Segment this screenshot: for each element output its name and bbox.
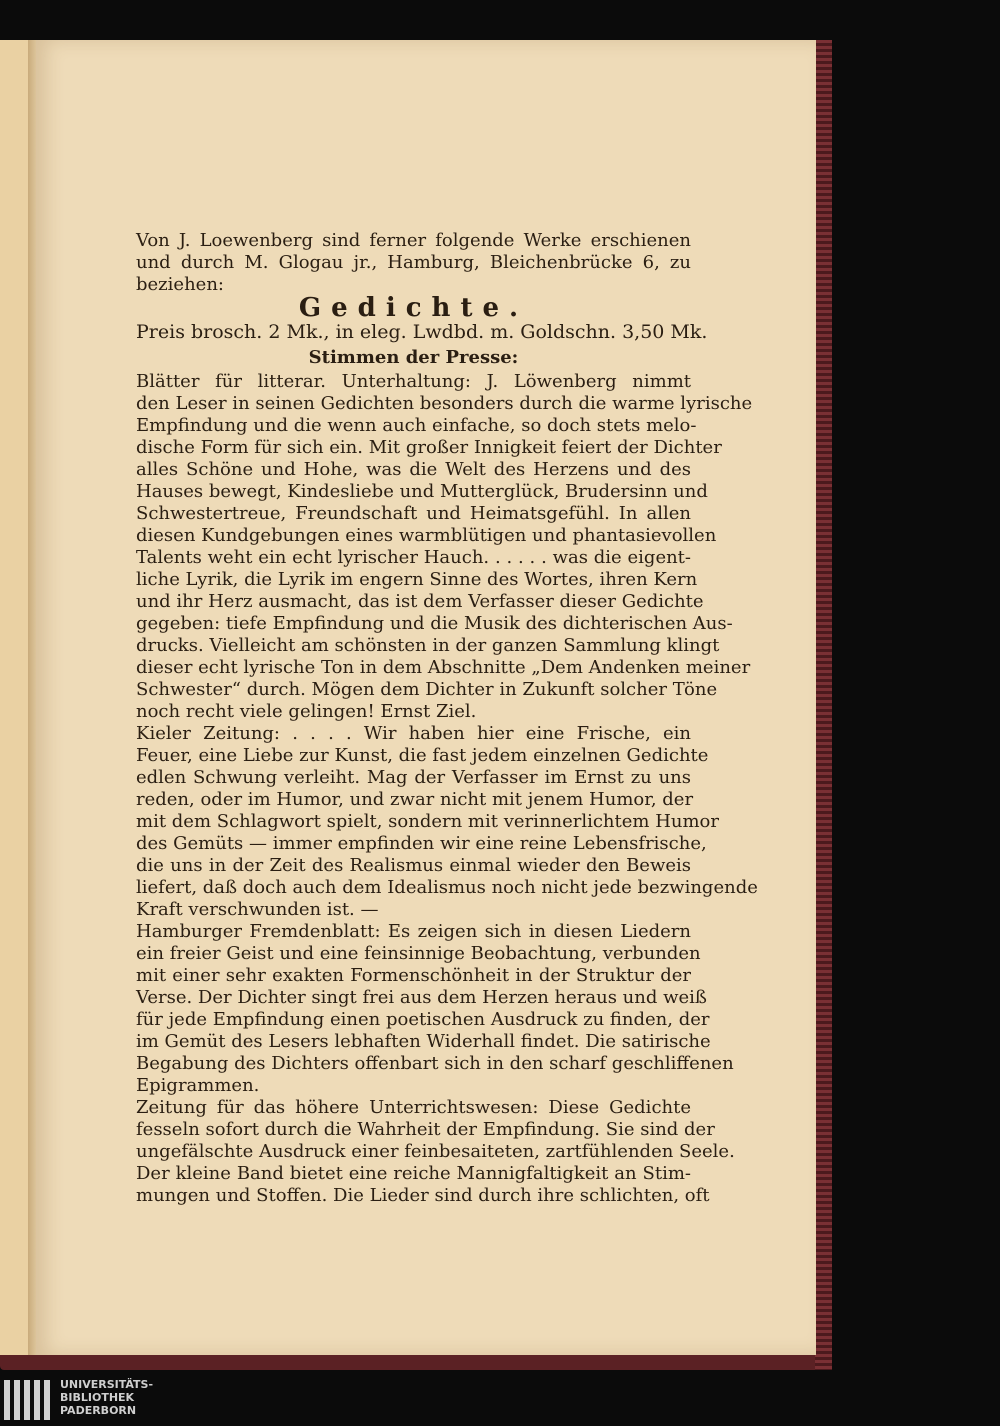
review-line: Feuer, eine Liebe zur Kunst, die fast jedem einzelnen Gedichte bbox=[136, 745, 709, 766]
review-line: Der kleine Band bietet eine reiche Mannigfaltigkeit an Stim- bbox=[136, 1163, 691, 1184]
review-line: mungen und Stoffen. Die Lieder sind durch ihre schlichten, oft bbox=[136, 1185, 710, 1206]
intro-line: und durch M. Glogau jr., Hamburg, Bleichenbrücke 6, zu bbox=[136, 252, 691, 273]
review-line: Talents weht ein echt lyrischer Hauch. . . . . . was die eigent- bbox=[136, 547, 691, 568]
cover-edge bbox=[815, 40, 832, 1370]
price-line: Preis brosch. 2 Mk., in eleg. Lwdbd. m. Goldschn. 3,50 Mk. bbox=[136, 321, 708, 343]
review-line: für jede Empfindung einen poetischen Ausdruck zu finden, der bbox=[136, 1009, 710, 1030]
review-line: reden, oder im Humor, und zwar nicht mit jenem Humor, der bbox=[136, 789, 694, 810]
review-line: liche Lyrik, die Lyrik im engern Sinne des Wortes, ihren Kern bbox=[136, 569, 698, 590]
review-line: Empfindung und die wenn auch einfache, so doch stets melo- bbox=[136, 415, 697, 436]
review-line: diesen Kundgebungen eines warmblütigen und phantasievollen bbox=[136, 525, 717, 546]
logo-line: PADERBORN bbox=[60, 1404, 137, 1417]
review-line: alles Schöne und Hohe, was die Welt des Herzens und des bbox=[136, 459, 691, 480]
review-line: ein freier Geist und eine feinsinnige Beobachtung, verbunden bbox=[136, 943, 701, 964]
library-logo-icon bbox=[2, 1378, 52, 1424]
review-line: mit einer sehr exakten Formenschönheit in der Struktur der bbox=[136, 965, 691, 986]
review-line: Verse. Der Dichter singt frei aus dem Herzen heraus und weiß bbox=[136, 987, 707, 1008]
review-line: und ihr Herz ausmacht, das ist dem Verfasser dieser Gedichte bbox=[136, 591, 704, 612]
left-page-edge bbox=[0, 40, 28, 1355]
review-line: den Leser in seinen Gedichten besonders durch die warme lyrische bbox=[136, 393, 753, 414]
review-source-line: Zeitung für das höhere Unterrichtswesen: Diese Gedichte bbox=[136, 1097, 691, 1118]
review-line: im Gemüt des Lesers lebhaften Widerhall findet. Die satirische bbox=[136, 1031, 711, 1052]
review-line: liefert, daß doch auch dem Idealismus noch nicht jede bezwingende bbox=[136, 877, 758, 898]
intro-line: Von J. Loewenberg sind ferner folgende Werke erschienen bbox=[136, 230, 691, 251]
review-line: dieser echt lyrische Ton in dem Abschnitte „Dem Andenken meiner bbox=[136, 657, 751, 678]
review-line: dische Form für sich ein. Mit großer Innigkeit feiert der Dichter bbox=[136, 437, 722, 458]
logo-line: UNIVERSITÄTS- bbox=[60, 1378, 154, 1391]
review-line: fesseln sofort durch die Wahrheit der Empfindung. Sie sind der bbox=[136, 1119, 715, 1140]
review-line: Kraft verschwunden ist. — bbox=[136, 899, 379, 920]
review-line: drucks. Vielleicht am schönsten in der ganzen Sammlung klingt bbox=[136, 635, 720, 656]
review-line: Epigrammen. bbox=[136, 1075, 260, 1096]
review-line: Hauses bewegt, Kindesliebe und Mutterglück, Brudersinn und bbox=[136, 481, 708, 502]
review-line: Schwester“ durch. Mögen dem Dichter in Zukunft solcher Töne bbox=[136, 679, 718, 700]
review-line: die uns in der Zeit des Realismus einmal wieder den Beweis bbox=[136, 855, 691, 876]
review-line: ungefälschte Ausdruck einer feinbesaiteten, zartfühlenden Seele. bbox=[136, 1141, 735, 1162]
review-source-line: Kieler Zeitung: . . . . Wir haben hier eine Frische, ein bbox=[136, 723, 691, 744]
book-page bbox=[36, 40, 816, 1355]
review-line: gegeben: tiefe Empfindung und die Musik des dichterischen Aus- bbox=[136, 613, 733, 634]
review-line: noch recht viele gelingen! Ernst Ziel. bbox=[136, 701, 477, 722]
review-line: edlen Schwung verleiht. Mag der Verfasser im Ernst zu uns bbox=[136, 767, 691, 788]
book-title: Gedichte. bbox=[298, 293, 529, 323]
review-line: Begabung des Dichters offenbart sich in den scharf geschliffenen bbox=[136, 1053, 734, 1074]
review-line: mit dem Schlagwort spielt, sondern mit verinnerlichtem Humor bbox=[136, 811, 719, 832]
library-logo-text bbox=[60, 1378, 153, 1417]
review-line: Schwestertreue, Freundschaft und Heimatsgefühl. In allen bbox=[136, 503, 691, 524]
logo-line: BIBLIOTHEK bbox=[60, 1391, 135, 1404]
review-source-line: Blätter für litterar. Unterhaltung: J. Löwenberg nimmt bbox=[136, 371, 691, 392]
review-source-line: Hamburger Fremdenblatt: Es zeigen sich in diesen Liedern bbox=[136, 921, 691, 942]
press-heading: Stimmen der Presse: bbox=[308, 347, 519, 368]
review-line: des Gemüts — immer empfinden wir eine reine Lebensfrische, bbox=[136, 833, 707, 854]
intro-line: beziehen: bbox=[136, 274, 224, 295]
